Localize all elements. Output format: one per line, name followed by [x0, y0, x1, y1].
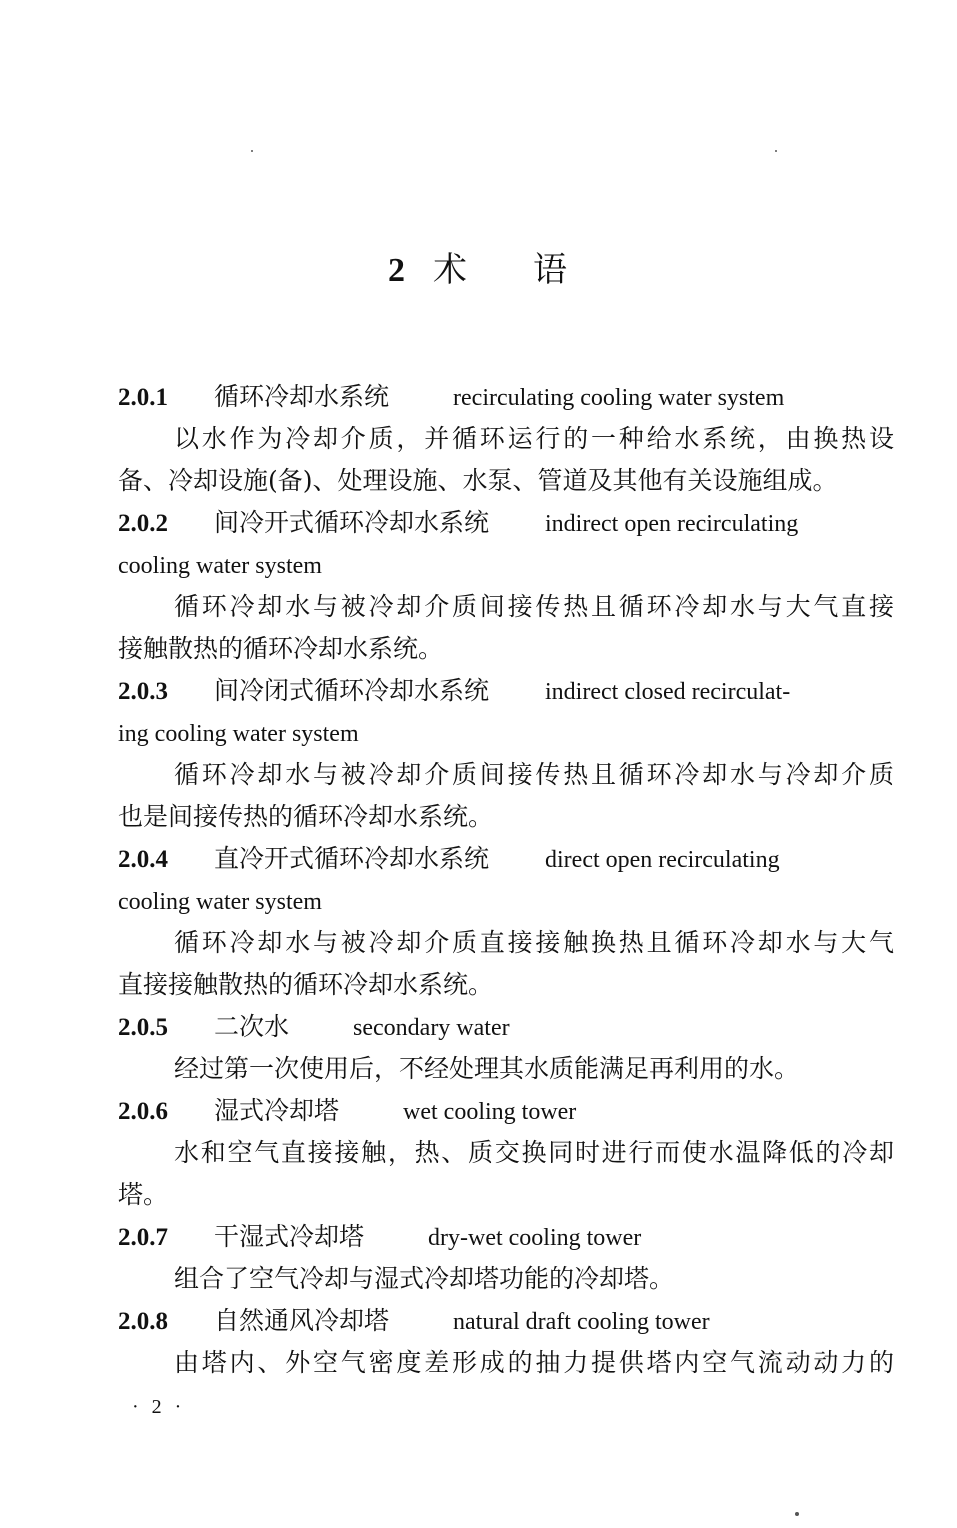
term-english: indirect open recirculating — [545, 511, 799, 537]
term-definition-line: 接触散热的循环冷却水系统。 — [118, 634, 444, 663]
term-chinese: 直冷开式循环冷却水系统 — [214, 844, 490, 873]
term-chinese: 间冷闭式循环冷却水系统 — [214, 676, 490, 705]
term-english: wet cooling tower — [403, 1099, 577, 1125]
term-definition-line: 组合了空气冷却与湿式冷却塔功能的冷却塔。 — [174, 1264, 675, 1293]
scan-speck — [795, 1512, 799, 1516]
term-english: recirculating cooling water system — [453, 385, 785, 411]
term-english-continued: ing cooling water system — [118, 721, 359, 747]
term-number: 2.0.4 — [118, 846, 168, 873]
term-english-continued: cooling water system — [118, 889, 322, 915]
chapter-number: 2 — [388, 252, 407, 289]
term-definition-line: 经过第一次使用后，不经处理其水质能满足再利用的水。 — [174, 1054, 800, 1083]
term-heading — [118, 670, 894, 712]
term-heading — [118, 502, 894, 544]
term-definition-line: 水和空气直接接触，热、质交换同时进行而使水温降低的冷却 — [174, 1138, 894, 1167]
term-definition-line: 循环冷却水与被冷却介质间接传热且循环冷却水与冷却介质 — [174, 760, 894, 789]
term-definition-line: 直接接触散热的循环冷却水系统。 — [118, 970, 494, 999]
term-english: natural draft cooling tower — [453, 1309, 710, 1335]
term-number: 2.0.3 — [118, 678, 168, 705]
term-definition-line: 塔。 — [118, 1180, 169, 1209]
term-heading — [118, 838, 894, 880]
term-number: 2.0.5 — [118, 1014, 168, 1041]
term-chinese: 二次水 — [214, 1012, 290, 1041]
term-heading — [118, 1300, 894, 1342]
term-english: indirect closed recirculat- — [545, 679, 791, 705]
term-definition-line: 循环冷却水与被冷却介质间接传热且循环冷却水与大气直接 — [174, 592, 894, 621]
term-number: 2.0.2 — [118, 510, 168, 537]
term-english: secondary water — [353, 1015, 510, 1041]
term-definition-line: 也是间接传热的循环冷却水系统。 — [118, 802, 494, 831]
page-number: · 2 · — [132, 1396, 186, 1418]
term-chinese: 循环冷却水系统 — [214, 382, 390, 411]
term-number: 2.0.8 — [118, 1308, 168, 1335]
scan-speck — [251, 150, 253, 152]
terms-section — [118, 376, 894, 1384]
term-definition-line: 循环冷却水与被冷却介质直接接触换热且循环冷却水与大气 — [174, 928, 894, 957]
term-definition-line: 以水作为冷却介质，并循环运行的一种给水系统，由换热设 — [174, 424, 894, 453]
term-definition-line: 备、冷却设施(备)、处理设施、水泵、管道及其他有关设施组成。 — [118, 466, 838, 495]
term-chinese: 湿式冷却塔 — [214, 1096, 340, 1125]
term-chinese: 自然通风冷却塔 — [214, 1306, 390, 1335]
chapter-title — [0, 248, 957, 293]
term-chinese: 干湿式冷却塔 — [214, 1222, 365, 1251]
term-number: 2.0.7 — [118, 1224, 168, 1251]
term-number: 2.0.1 — [118, 384, 168, 411]
scan-speck — [775, 150, 777, 152]
term-english: direct open recirculating — [545, 847, 780, 873]
term-definition-line: 由塔内、外空气密度差形成的抽力提供塔内空气流动动力的 — [174, 1348, 894, 1377]
term-heading — [118, 1216, 894, 1258]
term-english: dry-wet cooling tower — [428, 1225, 642, 1251]
term-heading — [118, 1090, 894, 1132]
term-heading — [118, 1006, 894, 1048]
chapter-title-char-1: 术 — [433, 250, 469, 290]
term-english-continued: cooling water system — [118, 553, 322, 579]
term-heading — [118, 376, 894, 418]
term-number: 2.0.6 — [118, 1098, 168, 1125]
chapter-title-char-2: 语 — [533, 250, 569, 290]
term-chinese: 间冷开式循环冷却水系统 — [214, 508, 490, 537]
